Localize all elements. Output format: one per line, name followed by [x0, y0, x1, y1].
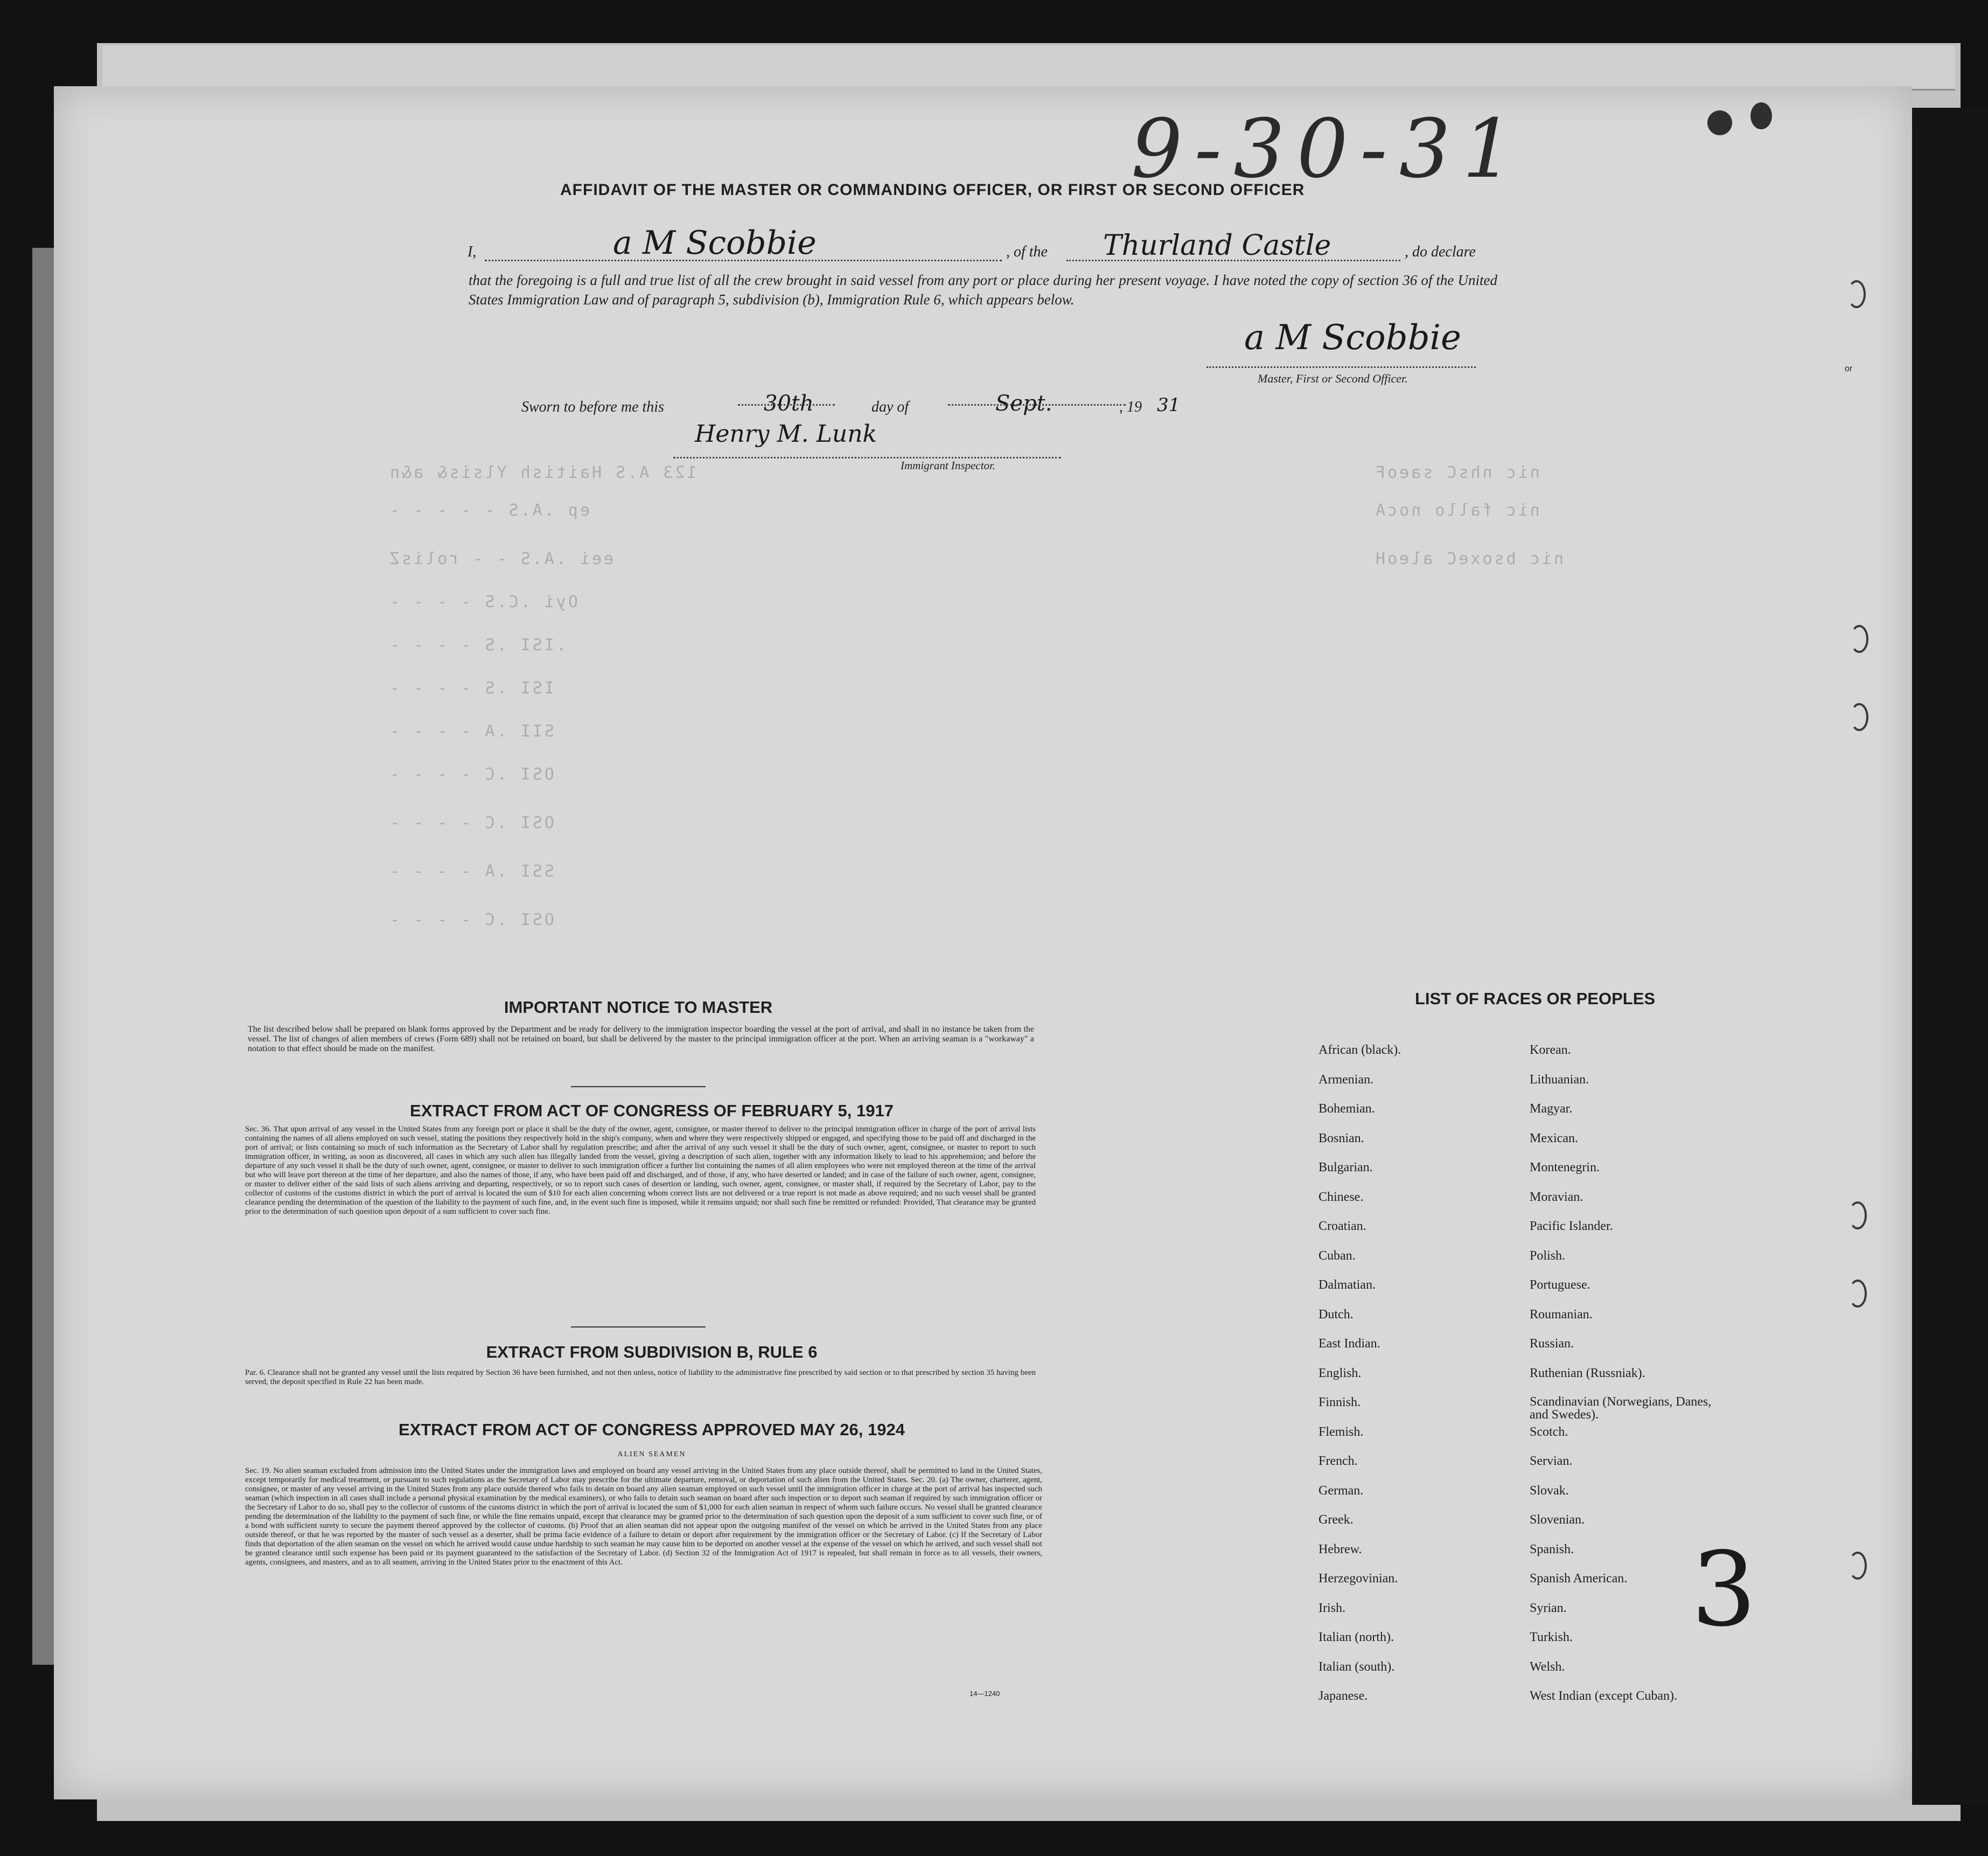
race-item: Roumanian. [1530, 1307, 1593, 1322]
race-item: Bulgarian. [1319, 1160, 1373, 1174]
extract-1924-heading: EXTRACT FROM ACT OF CONGRESS APPROVED MAY 26, 1924 [399, 1420, 905, 1439]
month-blank-line [948, 404, 1126, 406]
margin-or-mark: or [1845, 364, 1853, 373]
race-item: Bosnian. [1319, 1131, 1364, 1145]
race-item: Hebrew. [1319, 1542, 1362, 1556]
race-item: Syrian. [1530, 1601, 1567, 1615]
inspector-signature-handwritten: Henry M. Lunk [695, 420, 877, 448]
punch-hole [1849, 1280, 1867, 1308]
notice-heading: IMPORTANT NOTICE TO MASTER [504, 998, 773, 1017]
race-item: Flemish. [1319, 1424, 1364, 1439]
handwritten-date: 9-30-31 [1131, 102, 1526, 196]
inspector-signature-line [673, 457, 1061, 458]
race-item: Chinese. [1319, 1190, 1364, 1204]
race-item: Montenegrin. [1530, 1160, 1600, 1174]
race-item: Dalmatian. [1319, 1278, 1376, 1292]
race-item: West Indian (except Cuban). [1530, 1689, 1677, 1703]
races-heading: LIST OF RACES OR PEOPLES [1414, 989, 1656, 1008]
inspector-caption: Immigrant Inspector. [901, 459, 996, 472]
race-item: Italian (south). [1319, 1659, 1395, 1674]
race-item: Pacific Islander. [1530, 1219, 1613, 1233]
race-item: Magyar. [1530, 1102, 1573, 1116]
race-item: Dutch. [1319, 1307, 1354, 1322]
sworn-line [521, 392, 1222, 419]
punch-hole [1849, 1201, 1867, 1229]
race-item: African (black). [1319, 1043, 1401, 1057]
bleed-through-row: 123 A.S Haitish Ylsis& a&n [388, 463, 697, 482]
bleed-through-row: SII .A - - - - [388, 722, 554, 741]
form-code: 14—1240 [969, 1690, 1000, 1698]
bleed-through-row: OSI .C - - - - [388, 910, 554, 929]
race-item: Scotch. [1530, 1424, 1568, 1439]
bleed-through-row: OSI .C - - - - [388, 814, 554, 832]
race-item: Slovak. [1530, 1483, 1569, 1498]
sworn-month-handwritten: Sept. [995, 391, 1052, 416]
bleed-through-row: ep .A.S - - - - - [388, 501, 590, 520]
of-the-label: , of the [1006, 244, 1048, 260]
race-item: Japanese. [1319, 1689, 1368, 1703]
declaration-line [468, 226, 1491, 264]
day-blank-line [738, 404, 835, 406]
vessel-name-handwritten: Thurland Castle [1103, 230, 1331, 262]
signature-caption: Master, First or Second Officer. [1258, 372, 1408, 385]
punch-hole [1849, 1552, 1867, 1580]
race-item: German. [1319, 1483, 1364, 1498]
race-item: Spanish. [1530, 1542, 1574, 1556]
race-item: Moravian. [1530, 1190, 1584, 1204]
race-item: Portuguese. [1530, 1278, 1591, 1292]
race-item: Finnish. [1319, 1395, 1361, 1409]
extract-1924-subheading: ALIEN SEAMEN [617, 1450, 686, 1458]
sworn-prefix: Sworn to before me this [521, 399, 664, 415]
race-item: Italian (north). [1319, 1630, 1394, 1644]
notice-text: The list described below shall be prepared on blank forms approved by the Department and be ready for delivery to the immigration inspector boarding the vessel at the port of arrival, and shall in no instance be taken from the vessel. The list of changes of alien members of crews (Form 689) shall not be retained on board, but shall be delivered by the master to the principal immigration officer at the port. When an arriving seaman is a "workaway" a notation to that effect should be made on the manifest. [248, 1025, 1034, 1053]
bleed-through-row: eei .A.S - - rolisZ [388, 550, 614, 568]
race-item: East Indian. [1319, 1337, 1380, 1351]
race-item: Slovenian. [1530, 1513, 1585, 1527]
race-item: Korean. [1530, 1043, 1571, 1057]
race-item: Ruthenian (Russniak). [1530, 1366, 1645, 1380]
races-list-left [1319, 1043, 1523, 1719]
bleed-through-row: Oyi .C.S - - - - [388, 593, 578, 611]
extract-1924-text: Sec. 19. No alien seaman excluded from admission into the United States under the immigration laws and employed on board any vessel arriving in the United States from any place outside thereof, shall be permitted to land in the United States, except temporarily for medical treatment, or pursuant to such regulations as the Secretary of Labor may prescribe for the ultimate departure, removal, or deportation of such alien from the United States. Sec. 20. (a) The owner, charterer, agent, consignee, or master of any vessel arriving in the United States from any place outside thereof who fails to detain on board any alien seaman employed on such vessel until the immigration officer in charge at the port of arrival has inspected such seaman (which inspection in all cases shall include a personal physical examination by the medical examiners), or who fails to detain such seaman on board after such inspection or to deport such seaman if required by such immigration officer or the Secretary of Labor to do so, shall pay to the collector of customs of the customs district in which the port of arrival is located the sum of $1,000 for each alien seaman in respect of whom such failure occurs. No vessel shall be granted clearance pending the determination of the liability to the payment of such fine, or while the fine remains unpaid, except that clearance may be granted prior to the determination of such question upon the deposit of a sum sufficient to cover such fine, or of a bond with sufficient surety to secure the payment thereof approved by the collector of customs. (b) Proof that an alien seaman did not appear upon the outgoing manifest of the vessel on which he arrived in the United States from any place outside thereof, or that he was reported by the master of such vessel as a deserter, shall be prima facie evidence of a failure to detain or deport after requirement by the immigration officer or the Secretary of Labor. (c) If the Secretary of Labor finds that deportation of the alien seaman on the vessel on which he arrived would cause undue hardship to such seaman he may cause him to be deported on another vessel at the expense of the vessel on which he arrived, and such vessel shall not be granted clearance until such expense has been paid or its payment guaranteed to the satisfaction of the Secretary of Labor. (d) Section 32 of the Immigration Act of 1917 is repealed, but shall remain in force as to all vessels, their owners, agents, consignees, and masters, and as to all seamen, arriving in the United States prior to the enactment of this Act. [245, 1466, 1042, 1567]
ink-blot [1707, 110, 1732, 135]
year-prefix: , 19 [1119, 399, 1142, 415]
sworn-day-handwritten: 30th [764, 391, 814, 416]
race-item: Bohemian. [1319, 1102, 1375, 1116]
race-item: Scandinavian (Norwegians, Danes, and Swedes). [1530, 1395, 1712, 1422]
extract-1917-text: Sec. 36. That upon arrival of any vessel in the United States from any foreign port or place it shall be the duty of the owner, agent, consignee, or master thereof to deliver to the principal immigration officer in charge of the port of arrival lists containing the names of all aliens employed on such vessel, stating the positions they respectively hold in the ship's company, when and where they were respectively shipped or engaged, and specifying those to be paid off and discharged in the port of arrival; or lists containing so much of such information as the Secretary of Labor shall by regulation prescribe; and after the arrival of any such vessel it shall be the duty of such owner, agent, consignee, or master to report to such immigration officer, in writing, as soon as discovered, all cases in which any such alien has illegally landed from the vessel, giving a description of such alien, together with any information likely to lead to his apprehension; and before the departure of any such vessel it shall be the duty of such owner, agent, consignee, or master to deliver to such immigration officer a further list containing the names of all alien employees who were not employed thereon at the time of the arrival but who will leave port thereon at the time of her departure, and also the names of those, if any, who have been paid off and discharged, and of those, if any, who have deserted or landed; and in case of the failure of such owner, agent, consignee, or master to deliver either of the said lists of such aliens arriving and departing, respectively, or so to report such cases of desertion or landing, such owner, agent, consignee, or master shall, if required by the Secretary of Labor, pay to the collector of customs of the customs district in which the port of arrival is located the sum of $10 for each alien concerning whom correct lists are not delivered or a true report is not made as above required; and no such vessel shall be granted clearance pending the determination of the question of the liability to the payment of such fine, and, in the event such fine is imposed, while it remains unpaid; nor shall such fine be remitted or refunded: Provided, That clearance may be granted prior to the determination of such question upon deposit of a sum sufficient to cover such fine. [245, 1125, 1036, 1216]
extract-rule6-heading: EXTRACT FROM SUBDIVISION B, RULE 6 [486, 1343, 818, 1361]
race-item: English. [1319, 1366, 1362, 1380]
ink-blot [1750, 102, 1772, 129]
race-item: Turkish. [1530, 1630, 1573, 1644]
race-item: Polish. [1530, 1248, 1566, 1263]
race-item: Servian. [1530, 1454, 1573, 1468]
name-blank-line [485, 260, 1002, 261]
race-item: Herzegovinian. [1319, 1572, 1398, 1586]
bleed-through-row: nic nhsC saeoF [1373, 463, 1540, 482]
race-item: Lithuanian. [1530, 1072, 1589, 1087]
vessel-blank-line [1066, 260, 1400, 261]
bleed-through-row: nic bsoxeC aleoH [1373, 550, 1564, 568]
bleed-through-row: .ISI .S - - - - [388, 636, 566, 655]
scan-background [1912, 108, 1988, 1805]
declaration-prefix: I, [468, 244, 477, 260]
extract-rule6-text: Par. 6. Clearance shall not be granted any vessel until the lists required by Section 36 have been furnished, and not then unless, notice of liability to the administrative fine prescribed by said section or to that prescribed by section 35 having been served, the deposit specified in Rule 22 has been made. [245, 1368, 1036, 1386]
bleed-through-row: SSI .A - - - - [388, 862, 554, 881]
race-item: Spanish American. [1530, 1572, 1628, 1586]
sworn-year-handwritten: 31 [1157, 394, 1181, 416]
race-item: French. [1319, 1454, 1358, 1468]
affidavit-title: AFFIDAVIT OF THE MASTER OR COMMANDING OFFICER, OR FIRST OR SECOND OFFICER [560, 181, 1305, 199]
bleed-through-row: OSI .C - - - - [388, 765, 554, 784]
race-item: Cuban. [1319, 1248, 1356, 1263]
bleed-through-row: ISI .S - - - - [388, 679, 554, 698]
declarant-name-handwritten: a M Scobbie [613, 224, 817, 262]
margin-mark-handwritten: 3 [1691, 1530, 1756, 1649]
section-divider [571, 1326, 706, 1327]
signature-line [1206, 366, 1476, 368]
race-item: Irish. [1319, 1601, 1345, 1615]
punch-hole [1847, 280, 1866, 308]
punch-hole [1850, 703, 1868, 731]
section-divider [571, 1086, 706, 1087]
extract-1917-heading: EXTRACT FROM ACT OF CONGRESS OF FEBRUARY 5, 1917 [410, 1101, 894, 1120]
race-item: Croatian. [1319, 1219, 1366, 1233]
master-signature-handwritten: a M Scobbie [1244, 318, 1461, 358]
punch-hole [1850, 625, 1868, 653]
race-item: Mexican. [1530, 1131, 1578, 1145]
bleed-through-row: nic fallo nocA [1373, 501, 1540, 520]
do-declare-label: , do declare [1405, 244, 1476, 260]
underlying-sheet-strip [102, 46, 1955, 91]
race-item: Greek. [1319, 1513, 1354, 1527]
race-item: Russian. [1530, 1337, 1574, 1351]
race-item: Welsh. [1530, 1659, 1565, 1674]
day-of-label: day of [871, 399, 909, 415]
declaration-body: that the foregoing is a full and true list of all the crew brought in said vessel from any port or place during her present voyage. I have noted the copy of section 36 of the United States Immigration Law and of paragraph 5, subdivision (b), Immigration Rule 6, which appears below. [469, 272, 1497, 308]
race-item: Armenian. [1319, 1072, 1373, 1087]
